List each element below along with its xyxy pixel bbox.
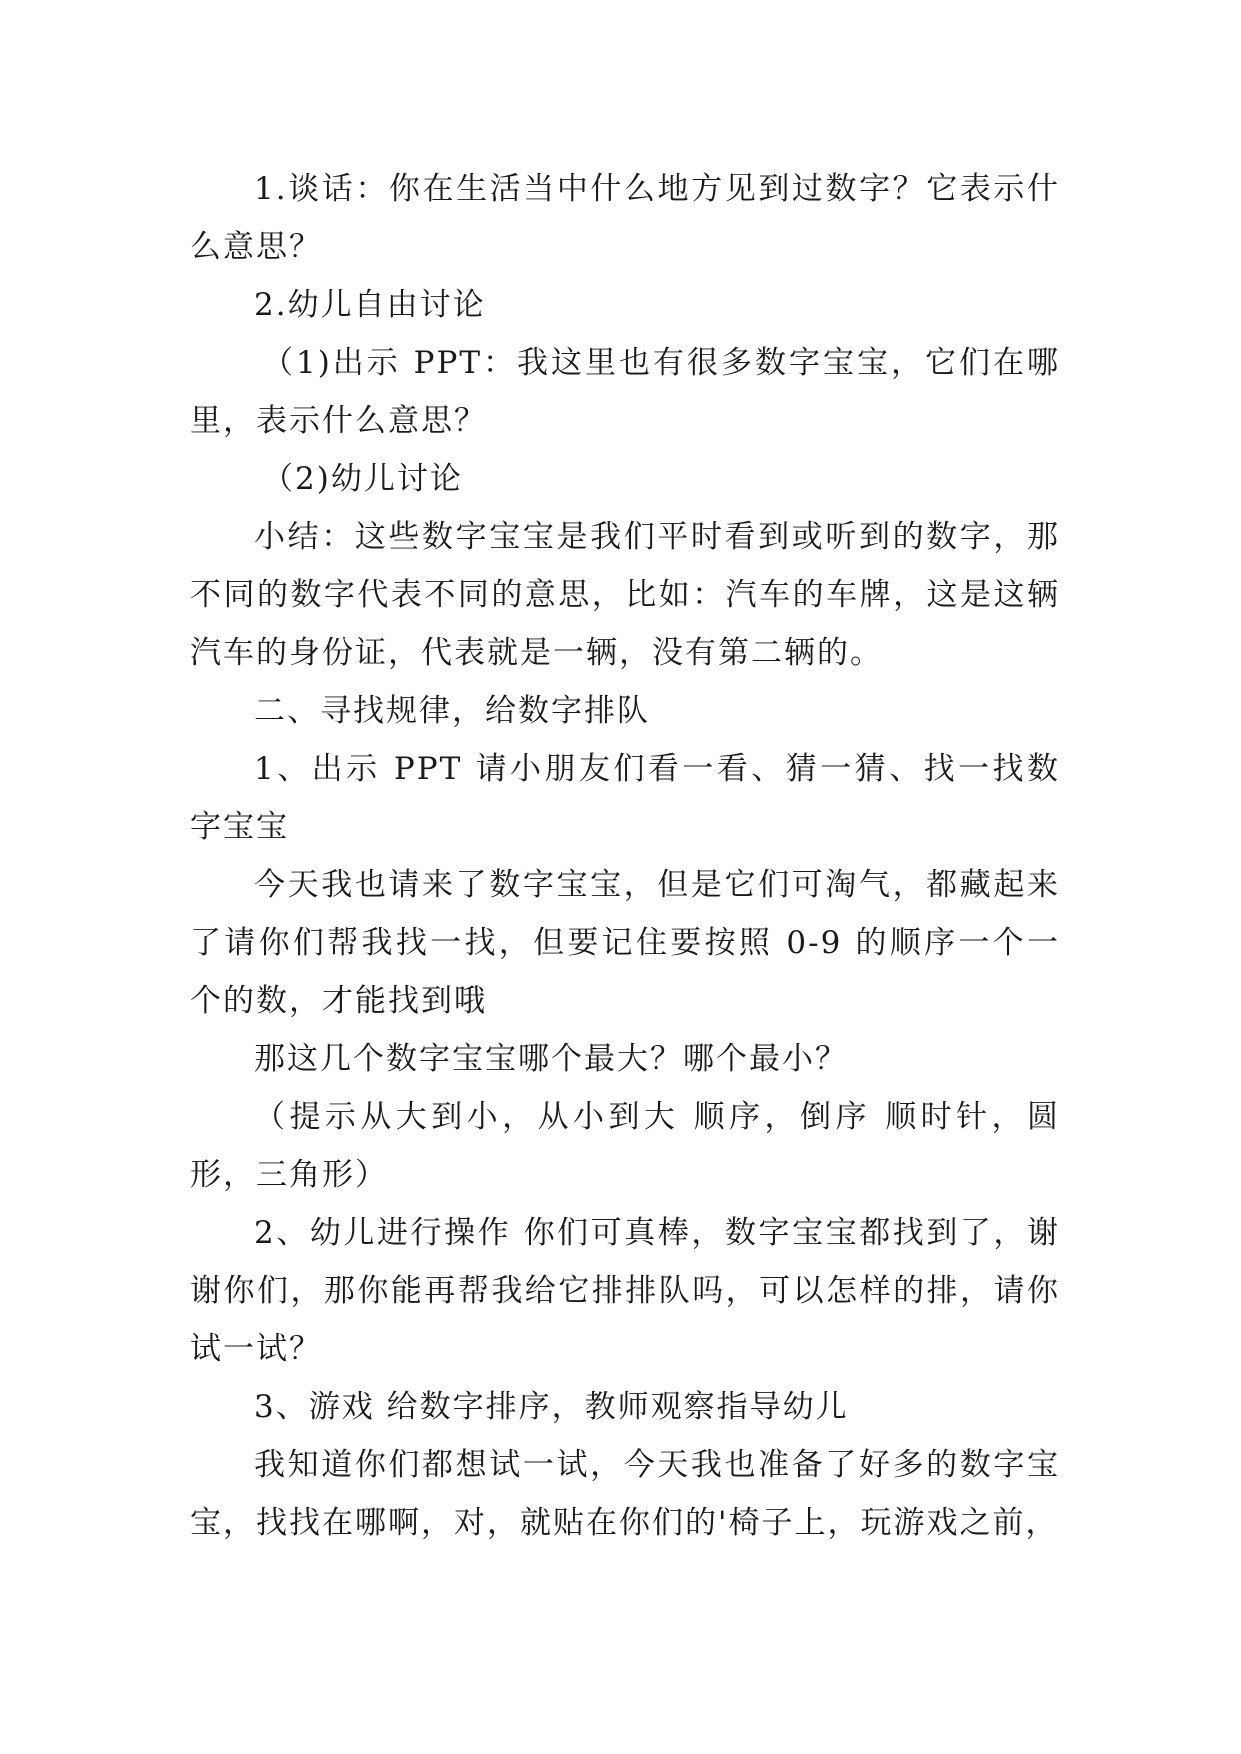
paragraph: 小结：这些数字宝宝是我们平时看到或听到的数字，那不同的数字代表不同的意思，比如：汽车的车牌，这是这辆汽车的身份证，代表就是一辆，没有第二辆的。 [190, 519, 1060, 671]
paragraph: 3、游戏 给数字排序，教师观察指导幼儿 [254, 1389, 849, 1425]
paragraph: 1、出示 PPT 请小朋友们看一看、猜一猜、找一找数字宝宝 [190, 751, 1060, 845]
paragraph: 1.谈话：你在生活当中什么地方见到过数字？它表示什么意思？ [190, 171, 1060, 265]
paragraph: 2.幼儿自由讨论 [254, 287, 486, 323]
paragraph: （提示从大到小，从小到大 顺序，倒序 顺时针，圆形，三角形） [190, 1099, 1060, 1193]
paragraph: 我知道你们都想试一试，今天我也准备了好多的数字宝宝，找找在哪啊，对，就贴在你们的'椅子上，玩游戏之前， [190, 1447, 1060, 1541]
paragraph: 今天我也请来了数字宝宝，但是它们可淘气，都藏起来了请你们帮我找一找，但要记住要按照 0-9 的顺序一个一个的数，才能找到哦 [190, 867, 1060, 1019]
paragraph: 2、幼儿进行操作 你们可真棒，数字宝宝都找到了，谢谢你们，那你能再帮我给它排排队吗，可以怎样的排，请你试一试？ [190, 1215, 1060, 1367]
paragraph: （1)出示 PPT：我这里也有很多数字宝宝，它们在哪里，表示什么意思？ [190, 345, 1060, 439]
paragraph: （2)幼儿讨论 [262, 461, 463, 497]
document-body [190, 160, 1060, 1552]
paragraph: 二、寻找规律，给数字排队 [254, 693, 650, 729]
paragraph: 那这几个数字宝宝哪个最大？哪个最小？ [254, 1041, 848, 1077]
